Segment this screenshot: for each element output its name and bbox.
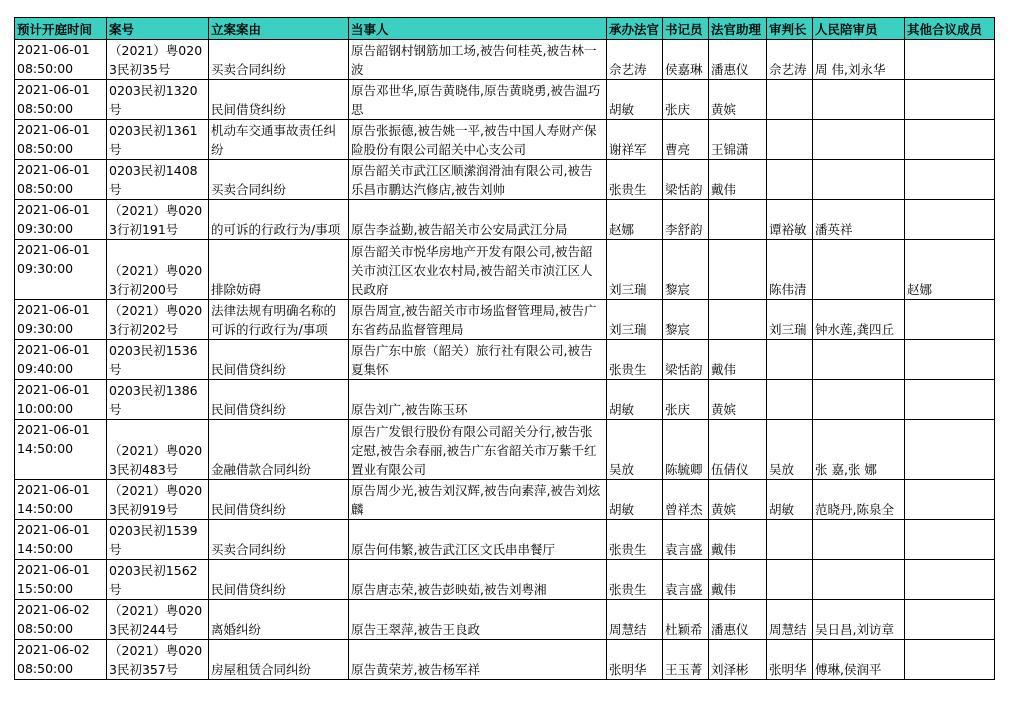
presiding-cell: 张明华	[767, 640, 813, 680]
table-row	[15, 640, 995, 680]
parties-cell: 原告何伟繁,被告武江区文氏串串餐厅	[349, 520, 607, 560]
parties-cell: 原告李益勤,被告韶关市公安局武江分局	[349, 200, 607, 240]
case-no-cell: （2021）粤0203民初35号	[107, 40, 209, 80]
assistant-cell	[709, 240, 767, 300]
presiding-cell: 吴放	[767, 420, 813, 480]
hearing-time-cell: 2021-06-01 09:30:00	[15, 240, 107, 300]
hearing-time-cell: 2021-06-01 08:50:00	[15, 120, 107, 160]
hearing-time-cell: 2021-06-01 08:50:00	[15, 80, 107, 120]
others-cell	[905, 640, 995, 680]
assistant-cell	[709, 200, 767, 240]
assessors-cell	[813, 160, 905, 200]
col-header-cause: 立案案由	[209, 18, 349, 40]
table-row	[15, 300, 995, 340]
assessors-cell	[813, 80, 905, 120]
case-no-cell: （2021）粤0203行初200号	[107, 240, 209, 300]
clerk-cell: 张庆	[663, 80, 709, 120]
assessors-cell	[813, 240, 905, 300]
table-row	[15, 520, 995, 560]
col-header-case-no: 案号	[107, 18, 209, 40]
table-row	[15, 420, 995, 480]
others-cell	[905, 300, 995, 340]
table-row	[15, 160, 995, 200]
cause-cell: 房屋租赁合同纠纷	[209, 640, 349, 680]
assessors-cell: 钟水莲,龚四丘	[813, 300, 905, 340]
cause-cell: 民间借贷纠纷	[209, 380, 349, 420]
assistant-cell: 伍倩仪	[709, 420, 767, 480]
case-no-cell: （2021）粤0203民初483号	[107, 420, 209, 480]
parties-cell: 原告张振德,被告姚一平,被告中国人寿财产保险股份有限公司韶关中心支公司	[349, 120, 607, 160]
clerk-cell: 梁恬韵	[663, 160, 709, 200]
judge-cell: 佘艺涛	[607, 40, 663, 80]
case-no-cell: 0203民初1562号	[107, 560, 209, 600]
assistant-cell: 戴伟	[709, 340, 767, 380]
parties-cell: 原告刘广,被告陈玉环	[349, 380, 607, 420]
others-cell	[905, 420, 995, 480]
table-row	[15, 480, 995, 520]
judge-cell: 胡敏	[607, 80, 663, 120]
table-row	[15, 560, 995, 600]
case-no-cell: 0203民初1386号	[107, 380, 209, 420]
assistant-cell: 潘惠仪	[709, 40, 767, 80]
presiding-cell: 谭裕敏	[767, 200, 813, 240]
clerk-cell: 侯嘉琳	[663, 40, 709, 80]
presiding-cell	[767, 160, 813, 200]
clerk-cell: 杜颖希	[663, 600, 709, 640]
cause-cell: 的可诉的行政行为/事项	[209, 200, 349, 240]
presiding-cell	[767, 560, 813, 600]
judge-cell: 张贵生	[607, 340, 663, 380]
presiding-cell	[767, 80, 813, 120]
parties-cell: 原告周宣,被告韶关市市场监督管理局,被告广东省药品监督管理局	[349, 300, 607, 340]
parties-cell: 原告广发银行股份有限公司韶关分行,被告张定慰,被告余春丽,被告广东省韶关市万紫千红置业有限公司	[349, 420, 607, 480]
assessors-cell: 范晓丹,陈泉全	[813, 480, 905, 520]
clerk-cell: 袁言盛	[663, 560, 709, 600]
case-no-cell: 0203民初1320号	[107, 80, 209, 120]
hearing-time-cell: 2021-06-02 08:50:00	[15, 600, 107, 640]
case-no-cell: 0203民初1539号	[107, 520, 209, 560]
clerk-cell: 张庆	[663, 380, 709, 420]
judge-cell: 张明华	[607, 640, 663, 680]
presiding-cell	[767, 120, 813, 160]
judge-cell: 张贵生	[607, 520, 663, 560]
col-header-parties: 当事人	[349, 18, 607, 40]
presiding-cell	[767, 380, 813, 420]
clerk-cell: 王玉菁	[663, 640, 709, 680]
assessors-cell: 潘英祥	[813, 200, 905, 240]
cause-cell: 排除妨碍	[209, 240, 349, 300]
presiding-cell	[767, 340, 813, 380]
cause-cell: 法律法规有明确名称的可诉的行政行为/事项	[209, 300, 349, 340]
assessors-cell: 周 伟,刘永华	[813, 40, 905, 80]
assessors-cell	[813, 340, 905, 380]
cause-cell: 买卖合同纠纷	[209, 40, 349, 80]
clerk-cell: 梁恬韵	[663, 340, 709, 380]
others-cell: 赵娜	[905, 240, 995, 300]
case-no-cell: （2021）粤0203民初357号	[107, 640, 209, 680]
cause-cell: 民间借贷纠纷	[209, 340, 349, 380]
cause-cell: 民间借贷纠纷	[209, 560, 349, 600]
col-header-assessors: 人民陪审员	[813, 18, 905, 40]
col-header-clerk: 书记员	[663, 18, 709, 40]
assistant-cell: 刘泽彬	[709, 640, 767, 680]
assessors-cell: 张 嘉,张 娜	[813, 420, 905, 480]
presiding-cell: 陈伟清	[767, 240, 813, 300]
hearing-time-cell: 2021-06-01 09:30:00	[15, 200, 107, 240]
assistant-cell: 戴伟	[709, 160, 767, 200]
hearing-time-cell: 2021-06-02 08:50:00	[15, 640, 107, 680]
hearing-time-cell: 2021-06-01 10:00:00	[15, 380, 107, 420]
clerk-cell: 黎宸	[663, 300, 709, 340]
hearing-time-cell: 2021-06-01 14:50:00	[15, 520, 107, 560]
presiding-cell: 周慧结	[767, 600, 813, 640]
cause-cell: 机动车交通事故责任纠纷	[209, 120, 349, 160]
clerk-cell: 曹亮	[663, 120, 709, 160]
case-no-cell: 0203民初1408号	[107, 160, 209, 200]
presiding-cell	[767, 520, 813, 560]
table-row	[15, 80, 995, 120]
assistant-cell: 戴伟	[709, 560, 767, 600]
parties-cell: 原告韶钢村钢筋加工场,被告何桂英,被告林一波	[349, 40, 607, 80]
case-no-cell: （2021）粤0203行初202号	[107, 300, 209, 340]
assessors-cell	[813, 560, 905, 600]
cause-cell: 民间借贷纠纷	[209, 80, 349, 120]
others-cell	[905, 380, 995, 420]
presiding-cell: 佘艺涛	[767, 40, 813, 80]
assistant-cell: 潘惠仪	[709, 600, 767, 640]
parties-cell: 原告广东中旅（韶关）旅行社有限公司,被告夏集怀	[349, 340, 607, 380]
judge-cell: 谢祥军	[607, 120, 663, 160]
hearing-time-cell: 2021-06-01 15:50:00	[15, 560, 107, 600]
judge-cell: 胡敏	[607, 480, 663, 520]
table-row	[15, 600, 995, 640]
assessors-cell: 傅琳,侯润平	[813, 640, 905, 680]
cause-cell: 金融借款合同纠纷	[209, 420, 349, 480]
case-no-cell: （2021）粤0203民初919号	[107, 480, 209, 520]
judge-cell: 胡敏	[607, 380, 663, 420]
parties-cell: 原告黄荣芳,被告杨军祥	[349, 640, 607, 680]
parties-cell: 原告唐志荣,被告彭映茹,被告刘粤湘	[349, 560, 607, 600]
assistant-cell: 黄嫔	[709, 480, 767, 520]
others-cell	[905, 600, 995, 640]
table-row	[15, 240, 995, 300]
others-cell	[905, 200, 995, 240]
judge-cell: 周慧结	[607, 600, 663, 640]
assessors-cell	[813, 120, 905, 160]
parties-cell: 原告王翠萍,被告王良政	[349, 600, 607, 640]
hearing-time-cell: 2021-06-01 08:50:00	[15, 40, 107, 80]
clerk-cell: 黎宸	[663, 240, 709, 300]
table-row	[15, 340, 995, 380]
assistant-cell: 黄嫔	[709, 380, 767, 420]
case-no-cell: 0203民初1536号	[107, 340, 209, 380]
presiding-cell: 刘三瑞	[767, 300, 813, 340]
col-header-assistant: 法官助理	[709, 18, 767, 40]
judge-cell: 刘三瑞	[607, 300, 663, 340]
assessors-cell: 吴日昌,刘访章	[813, 600, 905, 640]
hearing-time-cell: 2021-06-01 08:50:00	[15, 160, 107, 200]
hearing-time-cell: 2021-06-01 09:40:00	[15, 340, 107, 380]
parties-cell: 原告韶关市武江区顺潆润滑油有限公司,被告乐昌市鹏达汽修店,被告刘帅	[349, 160, 607, 200]
table-row	[15, 120, 995, 160]
others-cell	[905, 560, 995, 600]
clerk-cell: 袁言盛	[663, 520, 709, 560]
others-cell	[905, 120, 995, 160]
cause-cell: 民间借贷纠纷	[209, 480, 349, 520]
hearing-schedule-table	[14, 17, 995, 680]
case-no-cell: （2021）粤0203行初191号	[107, 200, 209, 240]
presiding-cell: 胡敏	[767, 480, 813, 520]
assistant-cell: 王锦潇	[709, 120, 767, 160]
assessors-cell	[813, 520, 905, 560]
others-cell	[905, 520, 995, 560]
cause-cell: 买卖合同纠纷	[209, 520, 349, 560]
judge-cell: 赵娜	[607, 200, 663, 240]
clerk-cell: 陈毓卿	[663, 420, 709, 480]
col-header-hearing-time: 预计开庭时间	[15, 18, 107, 40]
table-row	[15, 200, 995, 240]
hearing-time-cell: 2021-06-01 14:50:00	[15, 420, 107, 480]
cause-cell: 买卖合同纠纷	[209, 160, 349, 200]
case-no-cell: 0203民初1361号	[107, 120, 209, 160]
others-cell	[905, 80, 995, 120]
col-header-presiding: 审判长	[767, 18, 813, 40]
table-row	[15, 380, 995, 420]
clerk-cell: 李舒韵	[663, 200, 709, 240]
assistant-cell: 戴伟	[709, 520, 767, 560]
judge-cell: 张贵生	[607, 560, 663, 600]
others-cell	[905, 340, 995, 380]
header-row	[15, 18, 995, 40]
others-cell	[905, 480, 995, 520]
assistant-cell: 黄嫔	[709, 80, 767, 120]
others-cell	[905, 40, 995, 80]
hearing-time-cell: 2021-06-01 09:30:00	[15, 300, 107, 340]
col-header-judge: 承办法官	[607, 18, 663, 40]
judge-cell: 刘三瑞	[607, 240, 663, 300]
judge-cell: 张贵生	[607, 160, 663, 200]
assistant-cell	[709, 300, 767, 340]
parties-cell: 原告韶关市悦华房地产开发有限公司,被告韶关市浈江区农业农村局,被告韶关市浈江区人民政府	[349, 240, 607, 300]
parties-cell: 原告周少光,被告刘汉辉,被告向素萍,被告刘炫麟	[349, 480, 607, 520]
others-cell	[905, 160, 995, 200]
cause-cell: 离婚纠纷	[209, 600, 349, 640]
case-no-cell: （2021）粤0203民初244号	[107, 600, 209, 640]
table-row	[15, 40, 995, 80]
col-header-others: 其他合议成员	[905, 18, 995, 40]
clerk-cell: 曾祥杰	[663, 480, 709, 520]
assessors-cell	[813, 380, 905, 420]
judge-cell: 吴放	[607, 420, 663, 480]
parties-cell: 原告邓世华,原告黄晓伟,原告黄晓勇,被告温巧思	[349, 80, 607, 120]
hearing-time-cell: 2021-06-01 14:50:00	[15, 480, 107, 520]
